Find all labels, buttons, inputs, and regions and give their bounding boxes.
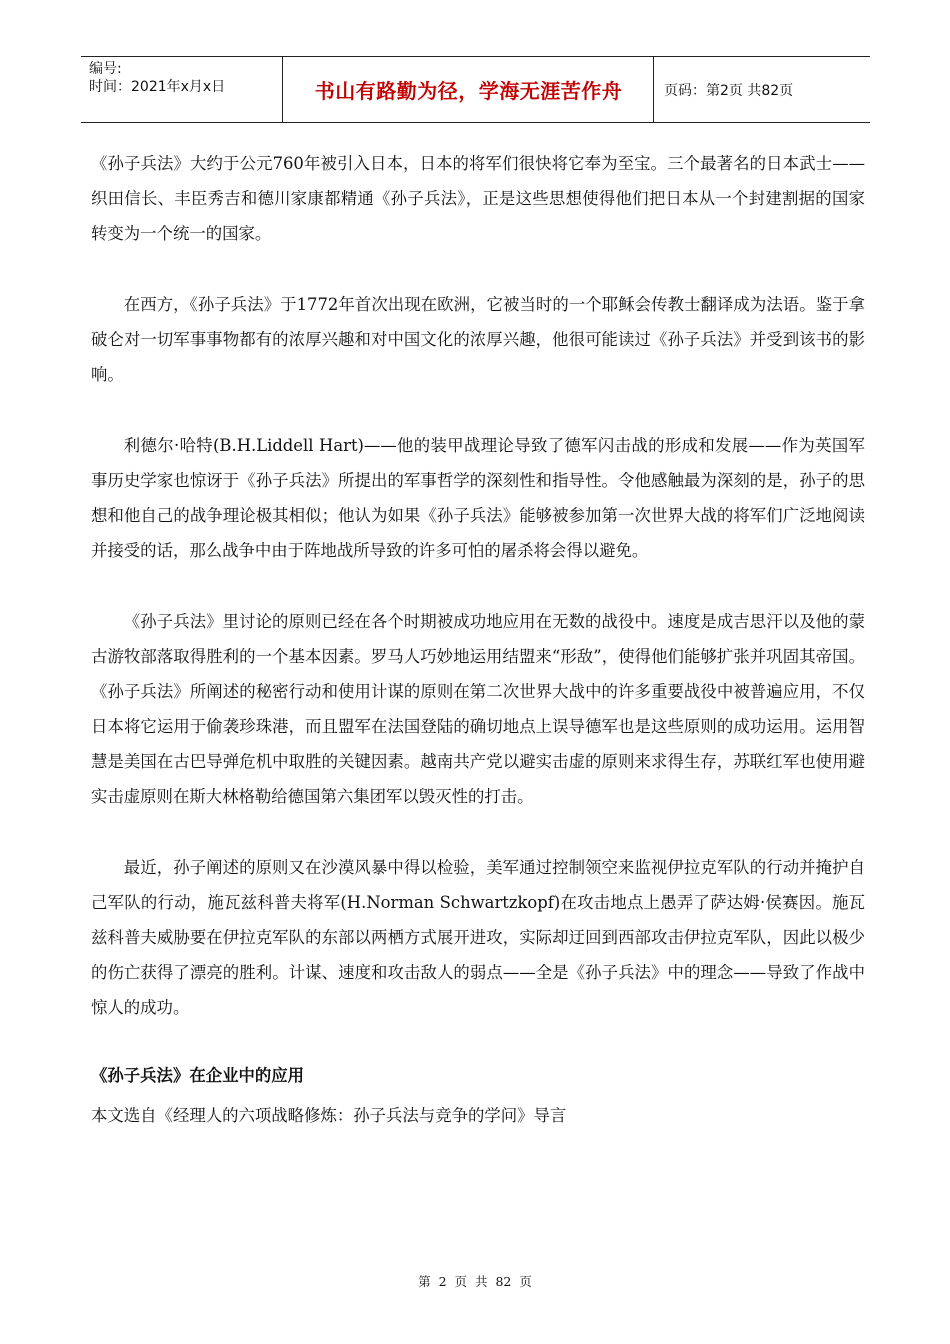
code-label: 编号:: [89, 61, 122, 77]
page-footer: 第 2 页 共 82 页: [418, 1274, 532, 1289]
header-divider: [282, 57, 283, 122]
paragraph-liddell-hart: 利德尔·哈特(B.H.Liddell Hart)——他的装甲战理论导致了德军闪击战的形成和发展——作为英国军事历史学家也惊讶于《孙子兵法》所提出的军事哲学的深刻性和指导性。令他感触最为深刻的是，孙子的思想和他自己的战争理论极其相似；他认为如果《孙子兵法》能够被参加第一次世界大战的将军们广泛地阅读并接受的话，那么战争中由于阵地战所导致的许多可怕的屠杀将会得以避免。: [91, 436, 865, 560]
header-divider: [653, 57, 654, 122]
document-body: [91, 146, 865, 1131]
paragraph-desert-storm: 最近，孙子阐述的原则又在沙漠风暴中得以检验，美军通过控制领空来监视伊拉克军队的行动并掩护自己军队的行动，施瓦兹科普夫将军(H.Norman Schwartzkopf)在攻击地点上愚弄了萨达姆·侯赛因。施瓦兹科普夫威胁要在伊拉克军队的东部以两栖方式展开进攻，实际却迂回到西部攻击伊拉克军队，因此以极少的伤亡获得了漂亮的胜利。计谋、速度和攻击敌人的弱点——全是《孙子兵法》中的理念——导致了作战中惊人的成功。: [91, 858, 865, 1017]
paragraph-west: 在西方，《孙子兵法》于1772年首次出现在欧洲，它被当时的一个耶稣会传教士翻译成为法语。鉴于拿破仑对一切军事事物都有的浓厚兴趣和对中国文化的浓厚兴趣，他很可能读过《孙子兵法》并受到该书的影响。: [91, 295, 865, 384]
paragraph-japan: 《孙子兵法》大约于公元760年被引入日本，日本的将军们很快将它奉为至宝。三个最著名的日本武士——织田信长、丰臣秀吉和德川家康都精通《孙子兵法》，正是这些思想使得他们把日本从一个封建割据的国家转变为一个统一的国家。: [91, 154, 865, 243]
header-meta: [89, 60, 285, 96]
section-heading: 《孙子兵法》在企业中的应用: [91, 1066, 305, 1085]
header-page-info: 页码：第2页 共82页: [664, 82, 794, 99]
page-header: [81, 56, 870, 123]
paragraph-campaigns: 《孙子兵法》里讨论的原则已经在各个时期被成功地应用在无数的战役中。速度是成吉思汗以及他的蒙古游牧部落取得胜利的一个基本因素。罗马人巧妙地运用结盟来“形敌”，使得他们能够扩张并巩固其帝国。《孙子兵法》所阐述的秘密行动和使用计谋的原则在第二次世界大战中的许多重要战役中被普遍应用，不仅日本将它运用于偷袭珍珠港，而且盟军在法国登陆的确切地点上误导德军也是这些原则的成功运用。运用智慧是美国在古巴导弹危机中取胜的关键因素。越南共产党以避实击虚的原则来求得生存，苏联红军也使用避实击虚原则在斯大林格勒给德国第六集团军以毁灭性的打击。: [91, 612, 865, 806]
time-label: 时间：2021年x月x日: [89, 79, 226, 95]
header-motto: 书山有路勤为径，学海无涯苦作舟: [314, 79, 623, 103]
source-note: 本文选自《经理人的六项战略修炼：孙子兵法与竞争的学问》导言: [91, 1106, 567, 1125]
